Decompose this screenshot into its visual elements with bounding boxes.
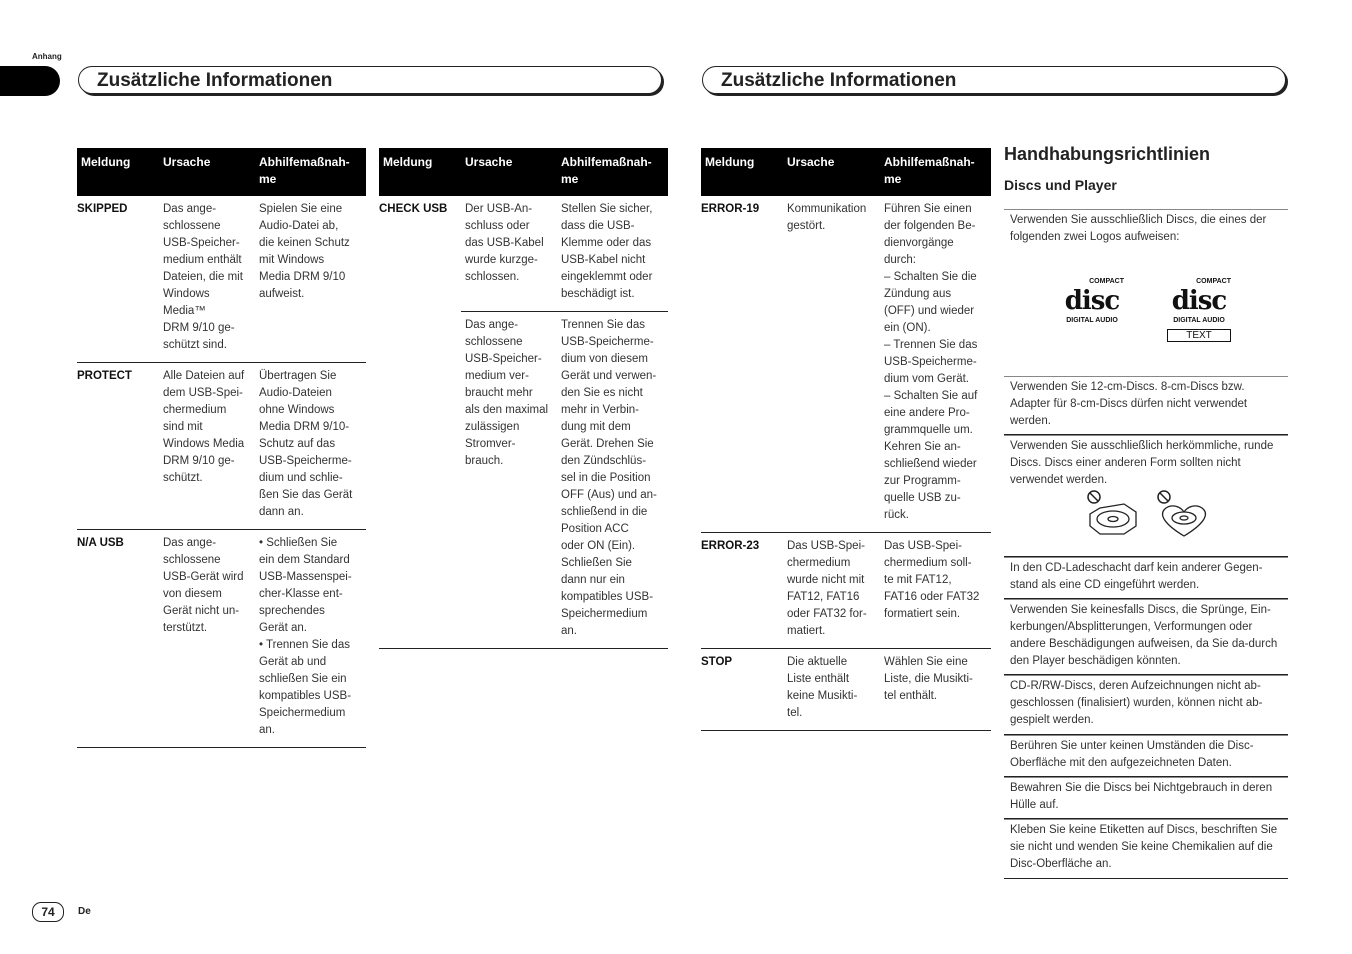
odd-shaped-disc-icons — [1084, 488, 1214, 538]
message-code: PROTECT — [77, 363, 159, 530]
guideline-item — [1004, 435, 1288, 557]
section-label: Anhang — [32, 52, 62, 61]
guideline-item — [1004, 209, 1288, 377]
cause-text: Das USB-Spei- chermedium wurde nicht mit FAT12, FAT16 oder FAT32 for- matiert. — [783, 533, 880, 649]
logo-bottom-text: DIGITAL AUDIO — [1173, 317, 1225, 324]
header-abhilfe: Abhilfemaßnah- me — [557, 148, 668, 196]
disc-logo-compact-disc-text — [1167, 273, 1231, 342]
section-tab-marker — [0, 66, 60, 96]
disc-logo-compact-disc — [1060, 273, 1124, 329]
prohibited-icon — [1088, 491, 1170, 503]
guideline-item — [1004, 777, 1288, 819]
header-meldung: Meldung — [701, 148, 783, 196]
logo-main-text: disc — [1064, 286, 1120, 316]
table-row — [77, 196, 366, 363]
logo-top-text: COMPACT — [1196, 278, 1231, 285]
remedy-text: • Schließen Sie ein dem Standard USB-Massenspei- cher-Klasse ent- sprechendes Gerät an. • Trennen Sie das Gerät ab und schließen Sie ein kompatibles USB- Speichermedium an. — [255, 530, 366, 748]
error-table-2 — [379, 148, 668, 649]
cause-text: Alle Dateien auf dem USB-Spei- chermedium sind mit Windows Media DRM 9/10 ge- schützt. — [159, 363, 255, 530]
message-code: CHECK USB — [379, 196, 461, 649]
remedy-text: Stellen Sie sicher, dass die USB- Klemme oder das USB-Kabel nicht eingeklemmt oder beschädigt ist. — [557, 196, 668, 312]
remedy-text: Führen Sie einen der folgenden Be- dienvorgänge durch: – Schalten Sie die Zündung aus (OFF) und wieder ein (ON). – Trennen Sie das USB-Speicherme- dium vom Gerät. – Schalten Sie auf eine andere Pro- grammquelle um. Kehren Sie an- schließend wieder zur Programm- quelle USB zu- rück. — [880, 196, 991, 533]
guideline-item — [1004, 557, 1288, 599]
table-row — [701, 533, 991, 649]
guidelines-heading: Handhabungsrichtlinien — [1004, 144, 1211, 164]
message-code: N/A USB — [77, 530, 159, 748]
guideline-text: Verwenden Sie 12-cm-Discs. 8-cm-Discs bzw. Adapter für 8-cm-Discs dürfen nicht verwendet werden. — [1010, 381, 1248, 427]
remedy-text: Übertragen Sie Audio-Dateien ohne Windows Media DRM 9/10- Schutz auf das USB-Speicherme- dium und schlie- ßen Sie das Gerät dann an. — [255, 363, 366, 530]
logo-bottom-text: DIGITAL AUDIO — [1066, 317, 1118, 324]
remedy-text: Das USB-Spei- chermedium soll- te mit FAT12, FAT16 oder FAT32 formatiert sein. — [880, 533, 991, 649]
header-ursache: Ursache — [159, 148, 255, 196]
octagon-disc-icon — [1090, 504, 1136, 534]
table-row — [77, 363, 366, 530]
guideline-item — [1004, 376, 1288, 435]
page-number: 74 — [32, 902, 64, 922]
guideline-text: Bewahren Sie die Discs bei Nichtgebrauch in deren Hülle auf. — [1010, 782, 1273, 811]
header-abhilfe: Abhilfemaßnah- me — [880, 148, 991, 196]
header-abhilfe: Abhilfemaßnah- me — [255, 148, 366, 196]
logo-extra-text: TEXT — [1167, 329, 1231, 342]
cause-text: Die aktuelle Liste enthält keine Musikti- tel. — [783, 649, 880, 731]
cause-text: Der USB-An- schluss oder das USB-Kabel wurde kurzge- schlossen. — [461, 196, 557, 312]
header-meldung: Meldung — [77, 148, 159, 196]
cause-text: Das ange- schlossene USB-Gerät wird von diesem Gerät nicht un- terstützt. — [159, 530, 255, 748]
language-code: De — [78, 906, 91, 917]
guideline-item — [1004, 735, 1288, 777]
page-title-left: Zusätzliche Informationen — [78, 66, 662, 94]
logo-top-text: COMPACT — [1089, 278, 1124, 285]
guideline-text: Berühren Sie unter keinen Umständen die Disc-Oberfläche mit den aufgezeichneten Daten. — [1010, 740, 1254, 769]
guideline-item — [1004, 819, 1288, 879]
cause-text: Das ange- schlossene USB-Speicher- medium ver- braucht mehr als den maximal zulässigen Stromver- brauch. — [461, 312, 557, 649]
remedy-text: Wählen Sie eine Liste, die Musikti- tel enthält. — [880, 649, 991, 731]
logo-main-text: disc — [1171, 286, 1227, 316]
guideline-text: Verwenden Sie keinesfalls Discs, die Sprünge, Ein-kerbungen/Absplitterungen, Verformungen oder andere Beschädigungen aufweisen, da Sie da-durch den Player beschädigen könnten. — [1010, 604, 1278, 667]
message-code: SKIPPED — [77, 196, 159, 363]
error-table-1 — [77, 148, 366, 748]
guideline-item — [1004, 675, 1288, 735]
guideline-text: CD-R/RW-Discs, deren Aufzeichnungen nicht ab-geschlossen (finalisiert) wurden, können nicht ab-gespielt werden. — [1010, 680, 1263, 726]
table-row — [701, 649, 991, 731]
guidelines-subheading: Discs und Player — [1004, 177, 1117, 193]
table-row — [701, 196, 991, 533]
table-row — [77, 530, 366, 748]
guideline-text: Kleben Sie keine Etiketten auf Discs, beschriften Sie sie nicht und wenden Sie keine Chemikalien auf die Disc-Oberfläche an. — [1010, 824, 1278, 870]
guideline-text: In den CD-Ladeschacht darf kein anderer Gegen-stand als eine CD eingeführt werden. — [1010, 562, 1263, 591]
message-code: ERROR-19 — [701, 196, 783, 533]
cause-text: Kommunikation gestört. — [783, 196, 880, 533]
message-code: ERROR-23 — [701, 533, 783, 649]
guideline-item — [1004, 599, 1288, 675]
header-ursache: Ursache — [461, 148, 557, 196]
page-title-right: Zusätzliche Informationen — [702, 66, 1286, 94]
message-code: STOP — [701, 649, 783, 731]
guideline-text: Verwenden Sie ausschließlich Discs, die eines der folgenden zwei Logos aufweisen: — [1010, 214, 1267, 243]
cause-text: Das ange- schlossene USB-Speicher- medium enthält Dateien, die mit Windows Media™ DRM 9/10 ge- schützt sind. — [159, 196, 255, 363]
remedy-text: Trennen Sie das USB-Speicherme- dium von diesem Gerät und verwen- den Sie es nicht mehr in Verbin- dung mit dem Gerät. Drehen Sie den Zündschlüs- sel in die Position OFF (Aus) und an- schließend in die Position ACC oder ON (Ein). Schließen Sie dann nur ein kompatibles USB- Speichermedium an. — [557, 312, 668, 649]
heart-disc-icon — [1163, 506, 1206, 536]
guideline-text: Verwenden Sie ausschließlich herkömmliche, runde Discs. Discs einer anderen Form sollten nicht verwendet werden. — [1010, 440, 1274, 486]
table-row — [379, 196, 668, 312]
header-ursache: Ursache — [783, 148, 880, 196]
remedy-text: Spielen Sie eine Audio-Datei ab, die keinen Schutz mit Windows Media DRM 9/10 aufweist. — [255, 196, 366, 363]
error-table-3 — [701, 148, 991, 731]
header-meldung: Meldung — [379, 148, 461, 196]
